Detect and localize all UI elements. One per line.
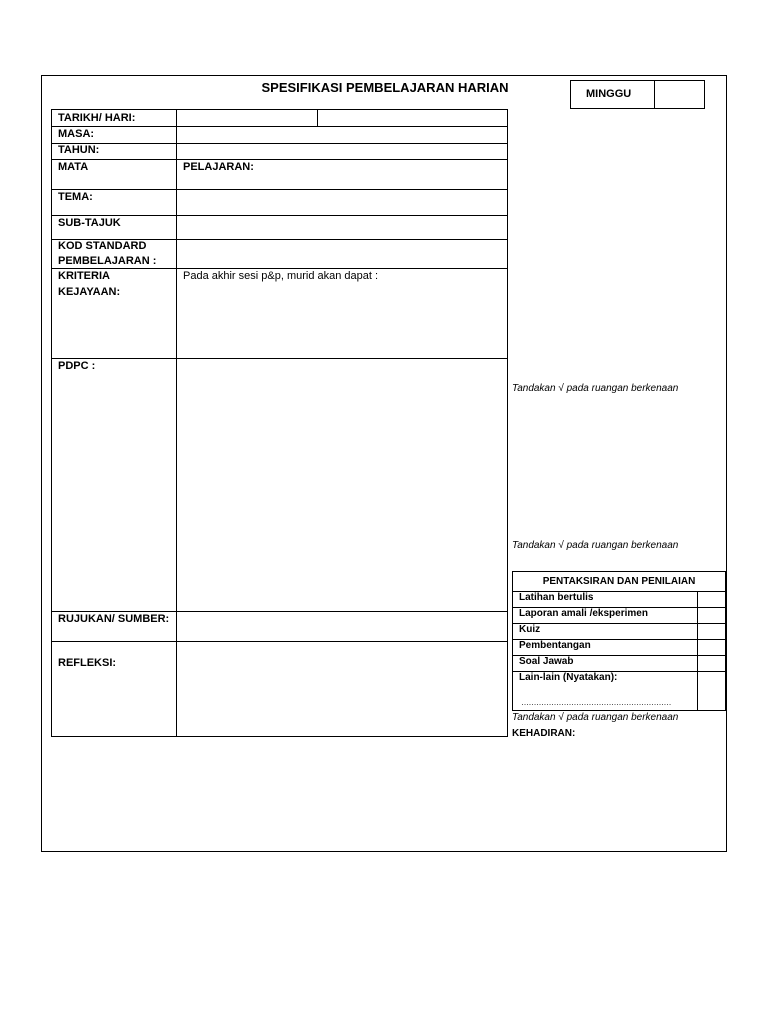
assessment-title: PENTAKSIRAN DAN PENILAIAN [542,576,696,587]
checkbox-cell[interactable] [698,640,725,655]
subtajuk-label: SUB-TAJUK [58,217,121,229]
row-line [52,641,507,642]
kod-standard-label-2: PEMBELAJARAN : [58,255,157,267]
instruction-note: Tandakan √ pada ruangan berkenaan [512,540,679,551]
document-title: SPESIFIKASI PEMBELAJARAN HARIAN [261,80,509,95]
lesson-plan-table [51,109,508,737]
instruction-note: Tandakan √ pada ruangan berkenaan [512,712,679,723]
tarikh-label: TARIKH/ HARI: [58,112,136,124]
refleksi-label: REFLEKSI: [58,657,117,669]
tema-label: TEMA: [58,191,93,203]
row-line [513,623,725,624]
row-line [52,189,507,190]
assessment-item: Kuiz [519,624,541,635]
checkbox-cell[interactable] [698,672,725,710]
instruction-note: Tandakan √ pada ruangan berkenaan [512,383,679,394]
checkbox-cell[interactable] [698,608,725,623]
tarikh-divider [317,110,318,126]
assessment-table [512,571,726,711]
row-line [52,143,507,144]
checkbox-cell[interactable] [698,592,725,607]
assessment-item: Pembentangan [519,640,591,651]
kriteria-label-2: KEJAYAAN: [58,286,121,298]
row-line [52,159,507,160]
assessment-item: Laporan amali /eksperimen [519,608,648,619]
checkbox-cell[interactable] [698,624,725,639]
assessment-item: Latihan bertulis [519,592,594,603]
fill-in-dots: …………………………………………………… [521,698,671,707]
masa-label: MASA: [58,128,95,140]
kriteria-label: KRITERIA [58,270,110,282]
assessment-item: Soal Jawab [519,656,574,667]
pdpc-label: PDPC : [58,360,96,372]
rujukan-label: RUJUKAN/ SUMBER: [58,613,170,625]
row-line [52,126,507,127]
week-label: MINGGU [570,80,655,109]
kriteria-text: Pada akhir sesi p&p, murid akan dapat : [183,270,379,282]
assessment-item: Lain-lain (Nyatakan): [519,672,618,683]
pelajaran-label: PELAJARAN: [183,161,254,173]
mata-label: MATA [58,161,89,173]
row-line [52,358,507,359]
tahun-label: TAHUN: [58,144,100,156]
kehadiran-label: KEHADIRAN: [512,728,576,739]
kod-standard-label: KOD STANDARD [58,240,147,252]
checkbox-cell[interactable] [698,656,725,671]
column-divider [176,110,177,736]
